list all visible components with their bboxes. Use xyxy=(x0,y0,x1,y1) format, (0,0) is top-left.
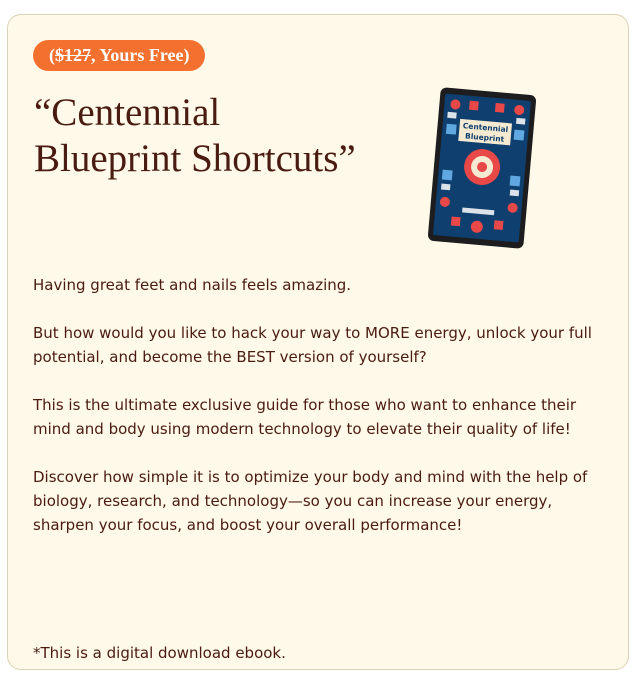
product-description xyxy=(33,273,613,561)
badge-open-paren: ( xyxy=(49,45,55,65)
title-line-2: Blueprint Shortcuts” xyxy=(34,137,356,180)
ebook-tablet-image xyxy=(426,87,538,249)
description-paragraph-4: Discover how simple it is to optimize your body and mind with the help of biology, research, and technology—so you can increase your energy, sharpen your focus, and boost your overall performance! xyxy=(33,468,588,534)
description-paragraph-1: Having great feet and nails feels amazing. xyxy=(33,276,352,294)
product-title xyxy=(34,90,404,182)
free-offer-label: , Yours Free) xyxy=(91,45,190,65)
product-card xyxy=(7,14,629,670)
ebook-cover-title-line-1: Centennial xyxy=(462,121,509,135)
title-line-1: “Centennial xyxy=(34,91,221,134)
description-paragraph-3: This is the ultimate exclusive guide for those who want to enhance their mind and body using modern technology to elevate their quality of life! xyxy=(33,396,577,438)
digital-download-note: *This is a digital download ebook. xyxy=(33,644,286,662)
price-badge xyxy=(33,40,205,71)
description-paragraph-2: But how would you like to hack your way to MORE energy, unlock your full potential, and become the BEST version of yourself? xyxy=(33,324,592,366)
original-price: $127 xyxy=(55,45,91,65)
ebook-cover-title-line-2: Blueprint xyxy=(464,131,505,144)
